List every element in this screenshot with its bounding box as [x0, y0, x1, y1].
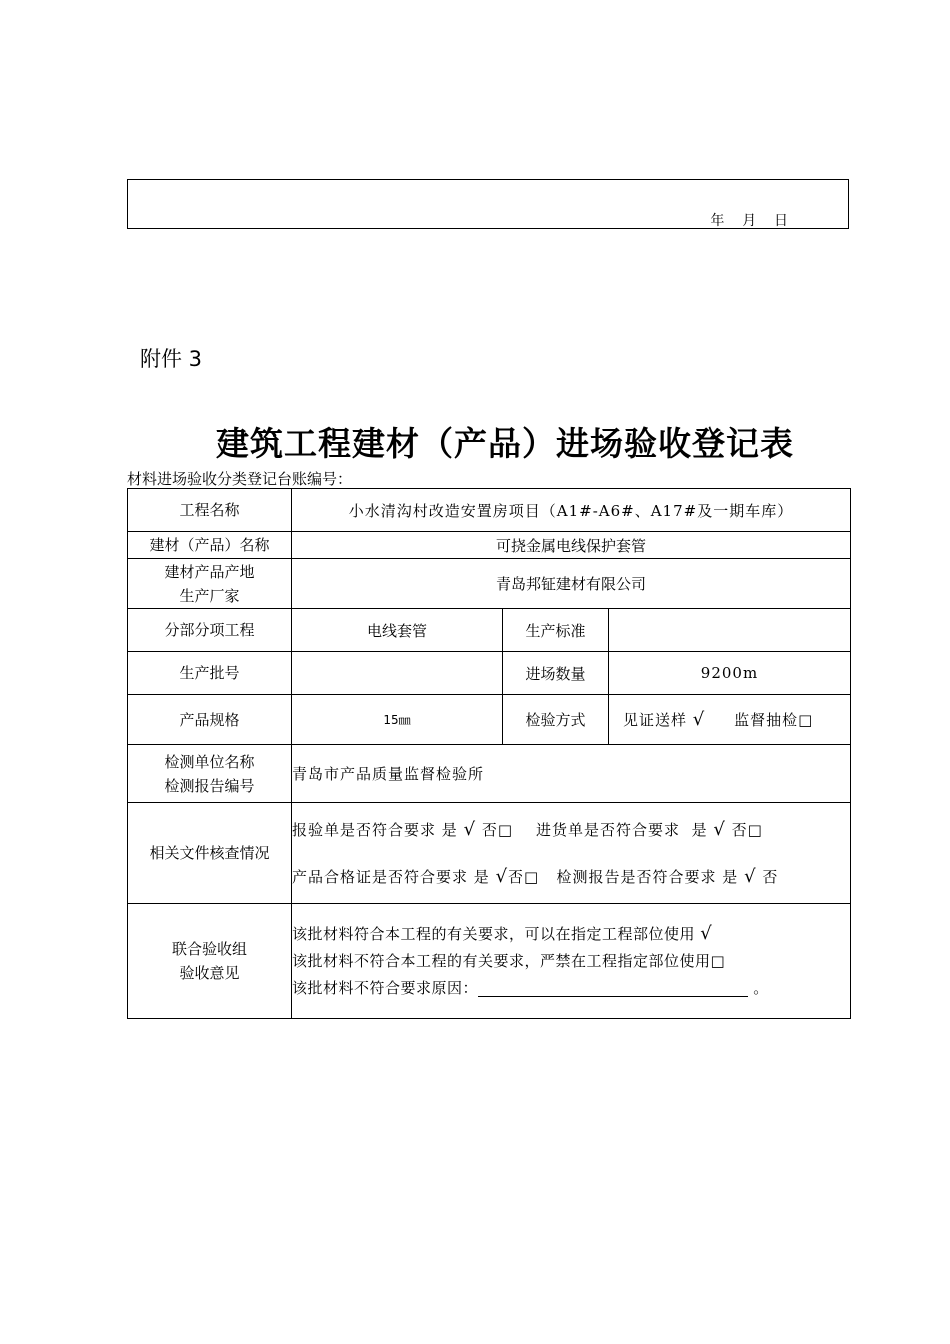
- docs-line2-text-b: 否□ 检测报告是否符合要求 是: [508, 868, 739, 886]
- lab-value: 青岛市产品质量监督检验所: [292, 745, 851, 803]
- subproject-label: 分部分项工程: [128, 609, 292, 652]
- batch-label: 生产批号: [128, 652, 292, 695]
- row-batch: [128, 652, 851, 695]
- acceptance-form-table: [127, 488, 851, 1019]
- ledger-number-label: 材料进场验收分类登记台账编号：: [127, 470, 353, 488]
- row-material-name: [128, 532, 851, 559]
- row-lab: [128, 745, 851, 803]
- standard-value: [609, 609, 851, 652]
- docs-line1-text-c: 否□: [725, 821, 763, 839]
- lab-label-line2: 检测报告编号: [164, 776, 255, 795]
- row-subproject: [128, 609, 851, 652]
- opinion-line1: [292, 920, 850, 948]
- quantity-value: 9200m: [609, 652, 851, 695]
- docs-line2: [292, 866, 850, 887]
- docs-value: [292, 803, 851, 904]
- lab-label-line1: 检测单位名称: [164, 752, 255, 771]
- opinion-line1-check: √: [700, 923, 713, 944]
- opinion-value: [292, 904, 851, 1019]
- inspection-method-value: [609, 695, 851, 745]
- docs-label: 相关文件核查情况: [128, 803, 292, 904]
- docs-line1: [292, 819, 850, 840]
- origin-label-line1: 建材产品产地: [164, 562, 255, 581]
- opinion-line3-end: 。: [753, 979, 769, 997]
- inspection-option-supervision: 监督抽检□: [734, 711, 814, 729]
- origin-value: 青岛邦钲建材有限公司: [292, 559, 851, 609]
- opinion-line3: [292, 975, 850, 1002]
- opinion-label-line2: 验收意见: [179, 964, 240, 982]
- project-name-label: 工程名称: [128, 489, 292, 532]
- opinion-label: [128, 904, 292, 1019]
- docs-line1-text-b: 否□ 进货单是否符合要求 是: [476, 821, 708, 839]
- docs-line1-check-a: √: [463, 819, 477, 840]
- reason-blank-line: [478, 982, 748, 997]
- project-name-value: 小水清沟村改造安置房项目（A1#-A6#、A17#及一期车库）: [292, 489, 851, 532]
- docs-line2-text-c: 否: [756, 868, 779, 886]
- subproject-value: 电线套管: [292, 609, 503, 652]
- row-origin: [128, 559, 851, 609]
- standard-label: 生产标准: [503, 609, 609, 652]
- docs-line1-text-a: 报验单是否符合要求 是: [292, 821, 458, 839]
- attachment-label: 附件 3: [140, 347, 203, 371]
- opinion-line2: 该批材料不符合本工程的有关要求，严禁在工程指定部位使用□: [292, 952, 726, 970]
- date-text: 年 月 日: [710, 213, 788, 229]
- docs-line2-text-a: 产品合格证是否符合要求 是: [292, 868, 490, 886]
- row-spec: [128, 695, 851, 745]
- opinion-line1-text: 该批材料符合本工程的有关要求，可以在指定工程部位使用: [292, 925, 696, 943]
- inspection-method-label: 检验方式: [503, 695, 609, 745]
- date-box: [127, 179, 849, 229]
- spec-label: 产品规格: [128, 695, 292, 745]
- origin-label: [128, 559, 292, 609]
- page-title: 建筑工程建材（产品）进场验收登记表: [216, 424, 794, 463]
- row-docs: [128, 803, 851, 904]
- docs-line2-check-a: √: [495, 866, 509, 887]
- material-name-value: 可挠金属电线保护套管: [292, 532, 851, 559]
- opinion-line3-text: 该批材料不符合要求原因：: [292, 979, 479, 997]
- row-project-name: [128, 489, 851, 532]
- row-opinion: [128, 904, 851, 1019]
- inspection-witness-check: √: [692, 709, 706, 730]
- material-name-label: 建材（产品）名称: [128, 532, 292, 559]
- quantity-label: 进场数量: [503, 652, 609, 695]
- docs-line2-check-b: √: [744, 866, 757, 887]
- spec-value: 15㎜: [292, 695, 503, 745]
- opinion-label-line1: 联合验收组: [171, 940, 247, 958]
- docs-line1-check-b: √: [713, 819, 726, 840]
- lab-label: [128, 745, 292, 803]
- inspection-option-witness: 见证送样: [623, 711, 688, 729]
- batch-value: [292, 652, 503, 695]
- origin-label-line2: 生产厂家: [179, 586, 240, 605]
